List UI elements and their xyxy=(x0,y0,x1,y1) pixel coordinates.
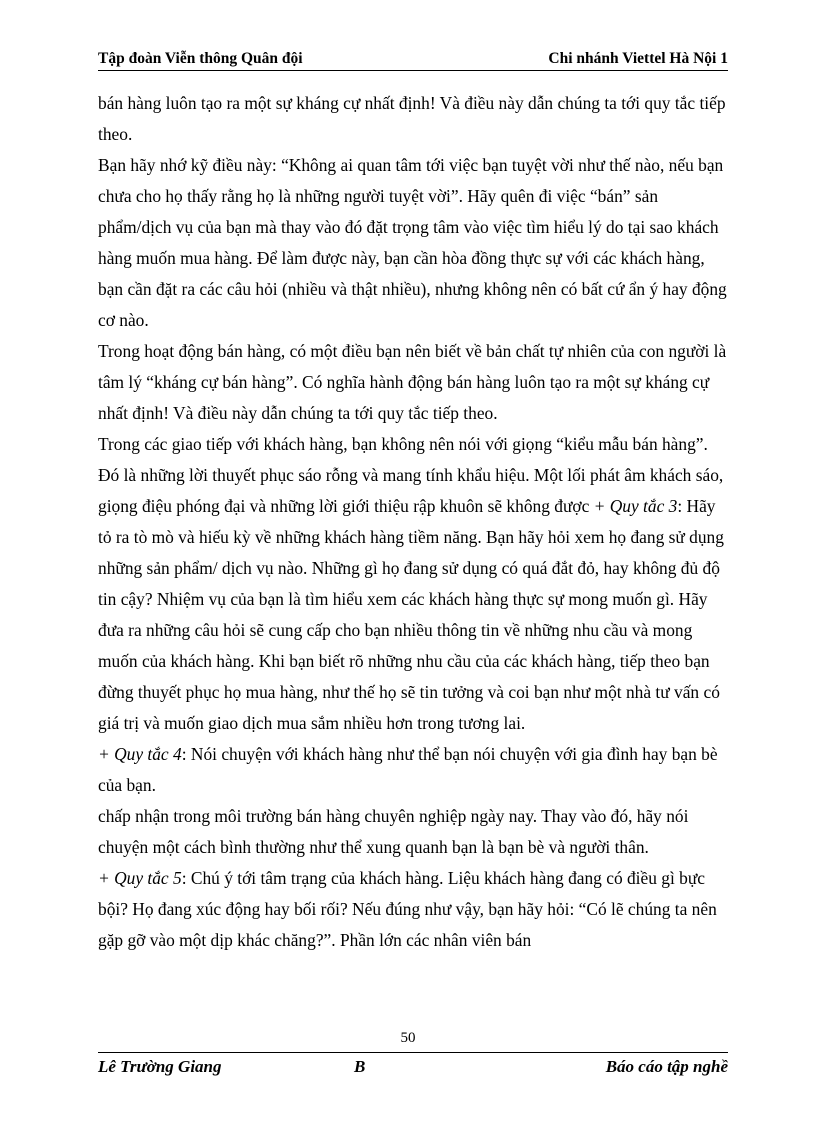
paragraph xyxy=(98,863,728,956)
footer-author: Lê Trường Giang xyxy=(98,1057,222,1076)
paragraph xyxy=(98,739,728,801)
paragraph xyxy=(98,150,728,336)
paragraph-text: bán hàng luôn tạo ra một sự kháng cự nhất định! Và điều này dẫn chúng ta tới quy tắc tiếp theo. xyxy=(98,93,726,144)
paragraph-text: : Hãy tỏ ra tò mò và hiếu kỳ về những khách hàng tiềm năng. Bạn hãy hỏi xem họ đang sử dụng những sản phẩm/ dịch vụ nào. Những gì họ đang sử dụng có quá đắt đỏ, hay không đủ độ tin cậy? Nhiệm vụ của bạn là tìm hiểu xem các khách hàng thực sự mong muốn gì. Hãy đưa ra những câu hỏi sẽ cung cấp cho bạn nhiều thông tin về những nhu cầu và mong muốn của khách hàng. Khi bạn biết rõ những nhu cầu của các khách hàng, tiếp theo bạn đừng thuyết phục họ mua hàng, như thế họ sẽ tin tưởng và coi bạn như một nhà tư vấn có giá trị và muốn giao dịch mua sắm nhiều hơn trong tương lai. xyxy=(98,496,724,733)
paragraph xyxy=(98,429,728,739)
page-number: 50 xyxy=(400,1030,416,1046)
rule-heading: + Quy tắc 4 xyxy=(98,744,182,764)
paragraph-text: chấp nhận trong môi trường bán hàng chuyên nghiệp ngày nay. Thay vào đó, hãy nói chuyện một cách bình thường như thể xung quanh bạn là bạn bè và người thân. xyxy=(98,806,689,857)
rule-heading: + Quy tắc 5 xyxy=(98,868,182,888)
header-organization: Tập đoàn Viễn thông Quân đội xyxy=(98,50,303,67)
paragraph-text: Trong các giao tiếp với khách hàng, bạn không nên nói với giọng “kiểu mẫu bán hàng”. Đó là những lời thuyết phục sáo rỗng và mang tính khẩu hiệu. Một lối phát âm khách sáo, giọng điệu phóng đại và những lời giới thiệu rập khuôn sẽ không được xyxy=(98,434,724,516)
rule-heading: + Quy tắc 3 xyxy=(593,496,678,516)
paragraph xyxy=(98,88,728,150)
body-text xyxy=(98,88,728,956)
page-header xyxy=(98,48,728,71)
paragraph xyxy=(98,801,728,863)
paragraph-text: Trong hoạt động bán hàng, có một điều bạn nên biết về bản chất tự nhiên của con người là tâm lý “kháng cự bán hàng”. Có nghĩa hành động bán hàng luôn tạo ra một sự kháng cự nhất định! Và điều này dẫn chúng ta tới quy tắc tiếp theo. xyxy=(98,341,727,423)
paragraph-text: : Chú ý tới tâm trạng của khách hàng. Liệu khách hàng đang có điều gì bực bội? Họ đang xúc động hay bối rối? Nếu đúng như vậy, bạn hãy hỏi: “Có lẽ chúng ta nên gặp gỡ vào một dịp khác chăng?”. Phần lớn các nhân viên bán xyxy=(98,868,717,950)
paragraph xyxy=(98,336,728,429)
header-branch: Chi nhánh Viettel Hà Nội 1 xyxy=(548,50,728,67)
paragraph-text: : Nói chuyện với khách hàng như thể bạn nói chuyện với gia đình hay bạn bè của bạn. xyxy=(98,744,718,795)
footer-middle: B xyxy=(354,1057,366,1076)
page-footer xyxy=(98,1052,728,1083)
footer-report-title: Báo cáo tập nghề xyxy=(605,1057,728,1076)
paragraph-text: Bạn hãy nhớ kỹ điều này: “Không ai quan tâm tới việc bạn tuyệt vời như thế nào, nếu bạn chưa cho họ thấy rằng họ là những người tuyệt vời”. Hãy quên đi việc “bán” sản phẩm/dịch vụ của bạn mà thay vào đó đặt trọng tâm vào việc tìm hiểu lý do tại sao khách hàng muốn mua hàng. Để làm được này, bạn cần hòa đồng thực sự với các khách hàng, bạn cần đặt ra các câu hỏi (nhiều và thật nhiều), nhưng không nên có bất cứ ẩn ý hay động cơ nào. xyxy=(98,155,727,330)
